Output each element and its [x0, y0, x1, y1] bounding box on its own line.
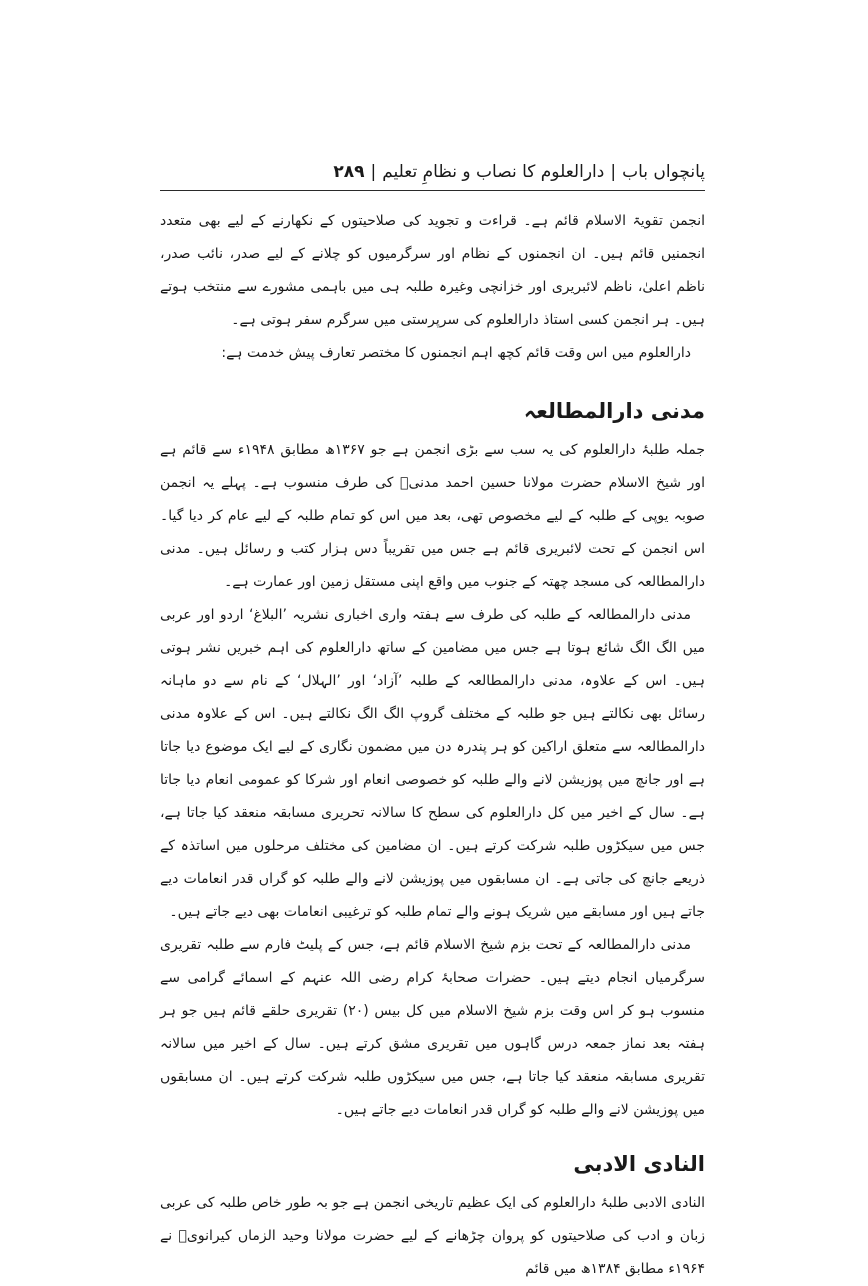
chapter-label: پانچواں باب — [622, 162, 705, 182]
chapter-title: دارالعلوم کا نصاب و نظامِ تعلیم — [382, 162, 605, 182]
section-heading-an-nadi-al-adabi: النادی الادبی — [573, 1152, 705, 1176]
page-number: ۲۸۹ — [333, 162, 365, 182]
section-paragraph: مدنی دارالمطالعہ کے تحت بزم شیخ الاسلام قائم ہے، جس کے پلیٹ فارم سے طلبہ تقریری سرگرمیاں انجام دیتے ہیں۔ حضرات صحابۂ کرام رضی اللہ عنہم کے اسمائے گرامی سے منسوب ہو کر اس وقت بزم شیخ الاسلام میں کل بیس (۲۰) تقریری حلقے قائم ہیں جو ہر ہفتہ بعد نماز جمعہ درس گاہوں میں تقریری مشق کرتے ہیں۔ سال کے اخیر میں سالانہ تقریری مسابقہ منعقد کیا جاتا ہے، جس میں سیکڑوں طلبہ شرکت کرتے ہیں۔ ان مسابقوں میں پوزیشن لانے والے طلبہ کو گراں قدر انعامات دیے جاتے ہیں۔ — [160, 937, 705, 1118]
header-separator: | — [610, 162, 617, 182]
header-separator: | — [370, 162, 377, 182]
section-paragraph: مدنی دارالمطالعہ کے طلبہ کی طرف سے ہفتہ واری اخباری نشریہ ’البلاغ‘ اردو اور عربی میں الگ الگ شائع ہوتا ہے جس میں مضامین کے ساتھ دارالعلوم کی اہم خبریں نشر ہوتی ہیں۔ اس کے علاوہ، مدنی دارالمطالعہ کے طلبہ ’آزاد‘ اور ’الہلال‘ کے نام سے دو ماہانہ رسائل بھی نکالتے ہیں جو طلبہ کے مختلف گروپ الگ الگ نکالتے ہیں۔ اس کے علاوہ مدنی دارالمطالعہ سے متعلق اراکین کو ہر پندرہ دن میں مضمون نگاری کے لیے ایک موضوع دیا جاتا ہے اور جانچ میں پوزیشن لانے والے طلبہ کو خصوصی انعام اور شرکا کو عمومی انعام دیا جاتا ہے۔ سال کے اخیر میں کل دارالعلوم کی سطح کا سالانہ تحریری مسابقہ منعقد کیا جاتا ہے، جس میں سیکڑوں طلبہ شرکت کرتے ہیں۔ ان مضامین کی مختلف مرحلوں میں اساتذہ کے ذریعے جانچ کی جاتی ہے۔ ان مسابقوں میں پوزیشن لانے والے طلبہ کو گراں قدر انعامات دیے جاتے ہیں اور مسابقے میں شریک ہونے والے تمام طلبہ کو ترغیبی انعامات بھی دیے جاتے ہیں۔ — [160, 607, 705, 920]
section-paragraph: النادی الادبی طلبۂ دارالعلوم کی ایک عظیم تاریخی انجمن ہے جو بہ طور خاص طلبہ کی عربی زبان و ادب کی صلاحیتوں کو پروان چڑھانے کے لیے حضرت مولانا وحید الزماں کیرانویؒ نے ۱۹۶۴ء مطابق ۱۳۸۴ھ میں قائم — [160, 1195, 705, 1277]
page-body — [160, 205, 705, 1286]
intro-lead-in: دارالعلوم میں اس وقت قائم کچھ اہم انجمنوں کا مختصر تعارف پیش خدمت ہے: — [221, 345, 691, 361]
intro-paragraph: انجمن تقویۃ الاسلام قائم ہے۔ قراءت و تجوید کی صلاحیتوں کے نکھارنے کے لیے بھی متعدد انجمنیں قائم ہیں۔ ان انجمنوں کے نظام اور سرگرمیوں کو چلانے کے لیے صدر، نائب صدر، ناظم اعلیٰ، ناظم لائبریری اور خزانچی وغیرہ طلبہ ہی میں باہمی مشورے سے منتخب ہوتے ہیں۔ ہر انجمن کسی استاذ دارالعلوم کی سرپرستی میں سرگرم سفر ہوتی ہے۔ — [160, 213, 705, 328]
section-heading-madani-dar-ul-mutala: مدنی دارالمطالعہ — [523, 399, 705, 423]
section-paragraph: جملہ طلبۂ دارالعلوم کی یہ سب سے بڑی انجمن ہے جو ۱۳۶۷ھ مطابق ۱۹۴۸ء سے قائم ہے اور شیخ الاسلام حضرت مولانا حسین احمد مدنیؒ کی طرف منسوب ہے۔ پہلے یہ انجمن صوبہ یوپی کے طلبہ کے لیے مخصوص تھی، بعد میں اس کو تمام طلبہ کے لیے عام کر دیا گیا۔ اس انجمن کے تحت لائبریری قائم ہے جس میں تقریباً دس ہزار کتب و رسائل ہیں۔ مدنی دارالمطالعہ کی مسجد چھتہ کے جنوب میں واقع اپنی مستقل زمین اور عمارت ہے۔ — [160, 442, 705, 590]
running-header — [160, 160, 705, 191]
